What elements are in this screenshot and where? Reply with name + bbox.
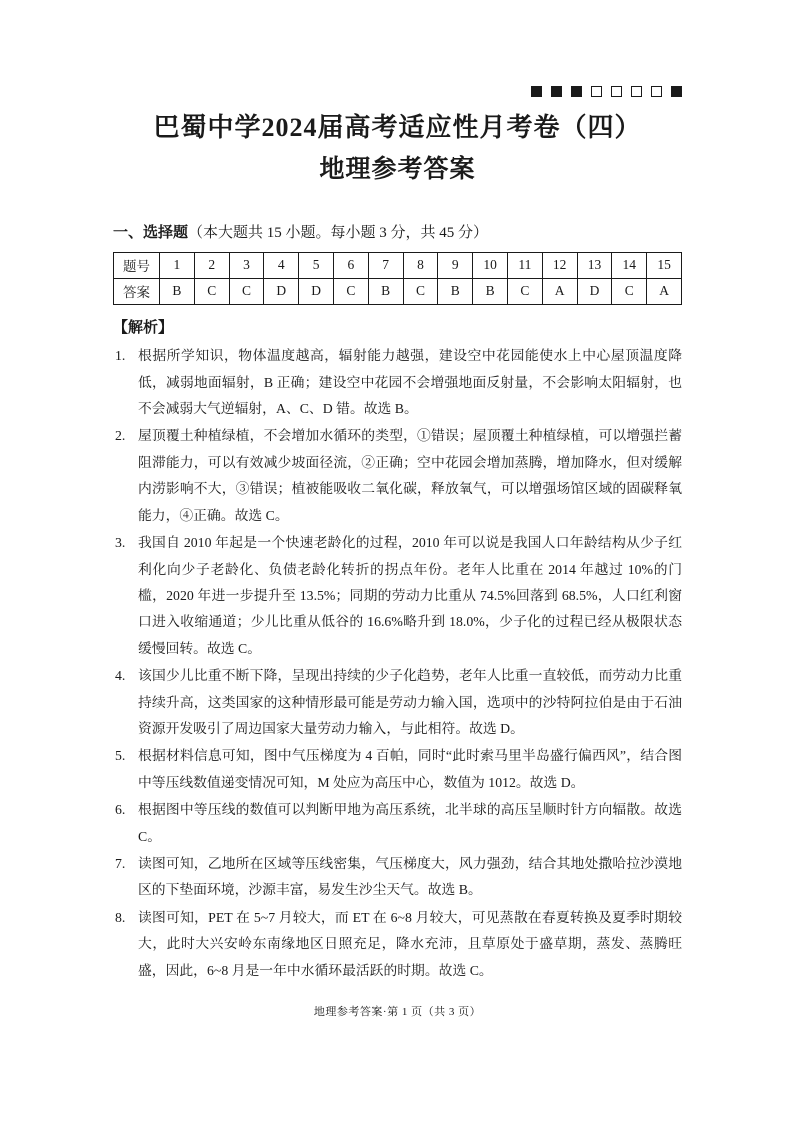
analysis-item-text: 读图可知，PET 在 5~7 月较大，而 ET 在 6~8 月较大，可见蒸散在春夏转换及夏季时期较大，此时大兴安岭东南缘地区日照充足，降水充沛，且草原处于盛草期，蒸发、蒸腾旺盛，因此，6~8 月是一年中水循环最活跃的时期。故选 C。 [138, 909, 682, 978]
value-cell: 3 [229, 252, 264, 278]
analysis-item [113, 905, 682, 984]
value-cell: 8 [403, 252, 438, 278]
analysis-item-number: 5. [115, 748, 126, 764]
analysis-item-number: 1. [115, 348, 126, 364]
analysis-item-number: 4. [115, 668, 126, 684]
value-cell: C [507, 278, 542, 304]
value-cell: C [229, 278, 264, 304]
analysis-item [113, 423, 682, 529]
analysis-item [113, 343, 682, 422]
analysis-item-number: 6. [115, 802, 126, 818]
analysis-item-number: 3. [115, 535, 126, 551]
value-cell: 14 [612, 252, 647, 278]
analysis-label: 【解析】 [113, 319, 174, 336]
section-note: （本大题共 15 小题。每小题 3 分，共 45 分） [188, 224, 489, 241]
value-cell: 6 [333, 252, 368, 278]
value-cell: B [438, 278, 473, 304]
value-cell: 2 [194, 252, 229, 278]
registration-mark [531, 86, 542, 97]
analysis-item-text: 读图可知，乙地所在区域等压线密集，气压梯度大，风力强劲，结合其地处撒哈拉沙漠地区的下垫面环境，沙源丰富，易发生沙尘天气。故选 B。 [138, 855, 682, 898]
answer-table [113, 252, 682, 305]
value-cell: C [403, 278, 438, 304]
value-cell: 15 [647, 252, 682, 278]
analysis-item-number: 8. [115, 909, 126, 925]
value-cell: C [194, 278, 229, 304]
question-number-row [114, 252, 682, 278]
registration-marks [531, 86, 682, 97]
page-title: 巴蜀中学2024届高考适应性月考卷（四） [153, 113, 642, 142]
analysis-item [113, 797, 682, 850]
section-heading [113, 223, 682, 244]
analysis-item-text: 我国自 2010 年起是一个快速老龄化的过程，2010 年可以说是我国人口年龄结构从少子红利化向少子老龄化、负债老龄化转折的拐点年份。老年人比重在 2014 年越过 10%的门槛，2020 年进一步提升至 13.5%；同期的劳动力比重从 74.5%回落到 68.5%，人口红利窗口进入收缩通道；少儿比重从低谷的 16.6%略升到 18.0%，少子化的过程已经从极限状态缓慢回转。故选 C。 [138, 535, 682, 656]
value-cell: A [542, 278, 577, 304]
value-cell: C [612, 278, 647, 304]
value-cell: 4 [264, 252, 299, 278]
analysis-item-text: 根据所学知识，物体温度越高，辐射能力越强，建设空中花园能使水上中心屋顶温度降低，减弱地面辐射，B 正确；建设空中花园不会增强地面反射量，不会影响太阳辐射，也不会减弱大气逆辐射，A、C、D 错。故选 B。 [138, 348, 682, 417]
value-cell: 9 [438, 252, 473, 278]
registration-mark [651, 86, 662, 97]
answer-row [114, 278, 682, 304]
value-cell: A [647, 278, 682, 304]
analysis-item [113, 851, 682, 904]
value-cell: 12 [542, 252, 577, 278]
value-cell: 7 [368, 252, 403, 278]
value-cell: 13 [577, 252, 612, 278]
value-cell: D [299, 278, 334, 304]
value-cell: B [160, 278, 195, 304]
analysis-list [113, 343, 682, 984]
registration-mark [571, 86, 582, 97]
registration-mark [611, 86, 622, 97]
analysis-item-number: 7. [115, 855, 126, 871]
registration-mark [671, 86, 682, 97]
registration-mark [631, 86, 642, 97]
analysis-item-number: 2. [115, 428, 126, 444]
registration-mark [591, 86, 602, 97]
analysis-item-text: 屋顶覆土种植绿植，不会增加水循环的类型，①错误；屋顶覆土种植绿植，可以增强拦蓄阻滞能力，可以有效减少坡面径流，②正确；空中花园会增加蒸腾，增加降水，但对缓解内涝影响不大，③错误；植被能吸收二氧化碳，释放氧气，可以增强场馆区域的固碳释氧能力，④正确。故选 C。 [138, 428, 682, 523]
analysis-item [113, 530, 682, 662]
row-header-cell: 题号 [114, 252, 160, 278]
value-cell: D [264, 278, 299, 304]
section-title: 一、选择题 [113, 224, 189, 241]
analysis-item-text: 根据材料信息可知，图中气压梯度为 4 百帕，同时“此时索马里半岛盛行偏西风”，结合图中等压线数值递变情况可知，M 处应为高压中心，数值为 1012。故选 D。 [138, 748, 682, 790]
value-cell: B [368, 278, 403, 304]
row-header-cell: 答案 [114, 278, 160, 304]
analysis-item-text: 该国少儿比重不断下降，呈现出持续的少子化趋势，老年人比重一直较低，而劳动力比重持续升高，这类国家的这种情形最可能是劳动力输入国，选项中的沙特阿拉伯是由于石油资源开发吸引了周边国家大量劳动力输入，与此相符。故选 D。 [138, 668, 682, 736]
value-cell: D [577, 278, 612, 304]
analysis-item [113, 743, 682, 796]
registration-mark [551, 86, 562, 97]
analysis-item-text: 根据图中等压线的数值可以判断甲地为高压系统，北半球的高压呈顺时针方向辐散。故选 C。 [138, 802, 682, 844]
analysis-item [113, 663, 682, 742]
value-cell: 10 [473, 252, 508, 278]
page-footer: 地理参考答案·第 1 页（共 3 页） [313, 1006, 482, 1018]
value-cell: 5 [299, 252, 334, 278]
value-cell: 1 [160, 252, 195, 278]
value-cell: C [333, 278, 368, 304]
value-cell: 11 [507, 252, 542, 278]
page-subtitle: 地理参考答案 [319, 155, 476, 183]
value-cell: B [473, 278, 508, 304]
